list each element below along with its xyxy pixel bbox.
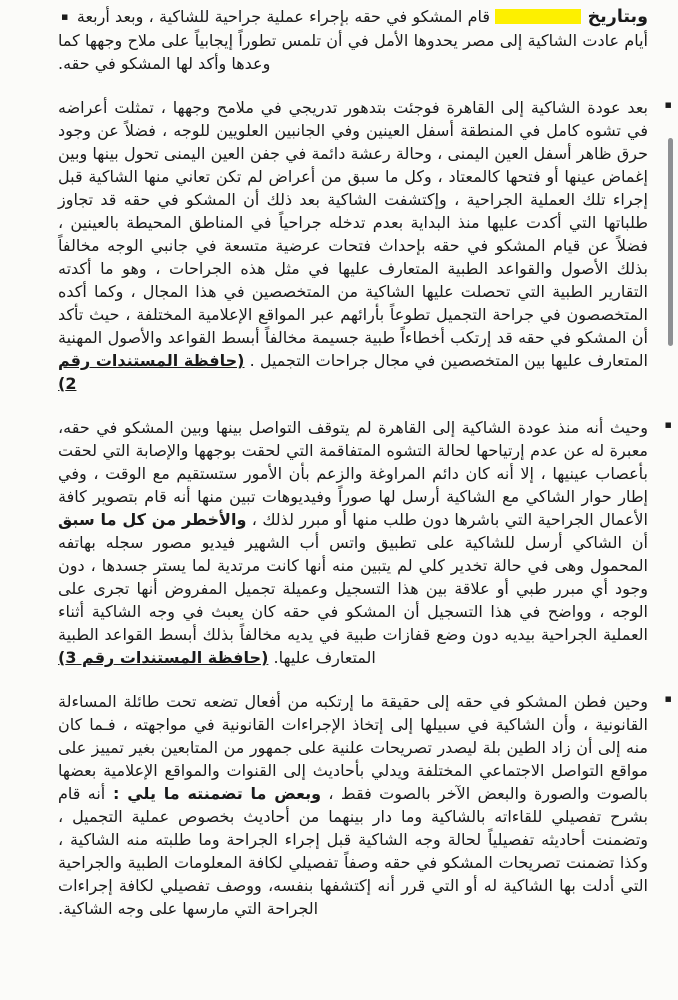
exhibit-reference: (حافظة المستندات رقم 3) xyxy=(58,648,269,667)
body-text: قام المشكو في حقه بإجراء عملية جراحية للشاكية ، وبعد أربعة xyxy=(71,7,496,26)
bullet-marker-icon: ▪ xyxy=(664,98,672,111)
date-lead-text: وبتاريخ xyxy=(581,7,648,27)
bullet-marker-icon: ▪ xyxy=(61,10,69,23)
paragraph-public-statements xyxy=(58,690,672,920)
body-text: بعد عودة الشاكية إلى القاهرة فوجئت بتدهور تدريجي في ملامح وجهها ، تمثلت أعراضه في تشوه كامل في المنطقة أسفل العينين وفي الجانبين العلويين للوجه ، فضلاً عن وجود حرق ظاهر أسفل العين اليمنى ، وحالة رعشة دائمة في جفن العين اليمنى تحول بينها وبين إغماض عينها أو فتحها كالمعتاد ، وكل ما سبق من أعراض لم تكن تعاني منها الشاكية قبل إجراء تلك العملية الجراحية ، وإكتشفت الشاكية بعد ذلك أن المشكو في حقه قد تجاوز طلباتها التي أكدت عليها منذ البداية بعدم تدخله جراحياً في المناطق المحيطة بالعينين ، فضلاً عن قيام المشكو في حقه بإحداث فتحات عرضية متسعة في جانبي الوجه مخالفاً بذلك الأصول والقواعد الطبية المتعارف عليها في مثل هذه الجراحات ، وهو ما أكدته التقارير الطبية التي تحصلت عليها الشاكية من المتخصصين في هذا المجال ، وكما أكده المتخصصون في جراحة التجميل تطوعاً بأرائهم عبر المواقع الإعلامية المختلفة ، حيث تأكد أن المشكو في حقه قد إرتكب أخطاءاً طبية جسيمة مخالفاً أبسط القواعد والأصول المهنية المتعارف عليها بين المتخصصين في مجال جراحات التجميل . xyxy=(58,98,649,370)
scrollbar-thumb[interactable] xyxy=(668,138,673,346)
emphasis-text: والأخطر من كل ما سبق xyxy=(58,510,247,529)
body-text: أن الشاكي أرسل للشاكية على تطبيق واتس أب الشهير فيديو مصور سجله بهاتفه المحمول وهى في حالة تخدير كلي لم يتبين منه أنها كانت مرتدية لما يستر جسدها ، دون وجود أي مبرر طبي أو علاقة بين هذا التسجيل وعميلة تجميل المفروض أنها تجرى على الوجه ، وواضح في هذا التسجيل أن المشكو في حقه كان يعبث في وجه الشاكية أثناء العملية الجراحية بيديه دون وضع قفازات طبية في يديه مخالفاً بذلك أبسط القواعد الطبية المتعارف عليها. xyxy=(58,533,648,667)
exhibit-reference: (حافظة المستندات رقم 2) xyxy=(58,351,245,393)
paragraph-surgery-date xyxy=(58,5,648,75)
redacted-date-highlight xyxy=(495,9,581,24)
paragraph-whatsapp-video xyxy=(58,416,672,669)
bullet-marker-icon: ▪ xyxy=(664,418,672,431)
document-body xyxy=(58,5,672,941)
bullet-marker-icon: ▪ xyxy=(664,692,672,705)
body-text: وحين فطن المشكو في حقه إلى حقيقة ما إرتكبه من أفعال تضعه تحت طائلة المساءلة القانونية ، وأن الشاكية في سبيلها إلى إتخاذ الإجراءات القانونية في مواجهته ، فـما كان منه إلى أن زاد الطين بلة ليصدر تصريحات علنية على جمهور من المتابعين بغير تمييز على مواقع التواصل الاجتماعي المختلفة ويدلي بأحاديث إلى القنوات والمواقع الإعلامية بعضها بالصوت والصورة والبعض الآخر بالصوت فقط ، xyxy=(58,692,649,803)
body-text: أنه قام بشرح تفصيلي للقاءاته بالشاكية وما دار بينهما من أحاديث بخصوص عملية التجميل ، وتضمنت أحاديثه تفصيلياً لحالة وجه الشاكية قبل إجراء الجراحة وما طلبته منه الشاكية ، وكذا تضمنت تصريحات المشكو في حقه وصفاً تفصيلي لكافة المعلومات الطبية والجراحية التي أدلت بها الشاكية له أو التي قرر أنه إكتشفها بنفسه، ووصف تفصيلي لكافة إجراءات الجراحة التي مارسها على وجه الشاكية. xyxy=(58,784,648,918)
body-text: أيام عادت الشاكية إلى مصر يحدوها الأمل في أن تلمس تطوراً إيجابياً على ملاح وجهها كما وعدها وأكد لها المشكو في حقه. xyxy=(58,31,648,73)
body-text: وحيث أنه منذ عودة الشاكية إلى القاهرة لم يتوقف التواصل بينها وبين المشكو في حقه، معبرة له عن عدم إرتياحها لحالة التشوه المتفاقمة التي لحقت بوجهها والإصابة التي لحقت بأعصاب عينيها ، إلا أنه كان دائم المراوغة والزعم بأن الأمور ستستقيم مع الوقت ، وفي إطار حوار الشاكي مع الشاكية أرسل لها صوراً وفيديوهات تبين منها أنه قام بتصوير كافة الأعمال الجراحية التي باشرها دون طلب منها أو مبرر لذلك ، xyxy=(58,418,648,529)
emphasis-text: وبعض ما تضمنته ما يلي : xyxy=(105,784,322,803)
paragraph-deterioration-symptoms xyxy=(58,96,672,395)
